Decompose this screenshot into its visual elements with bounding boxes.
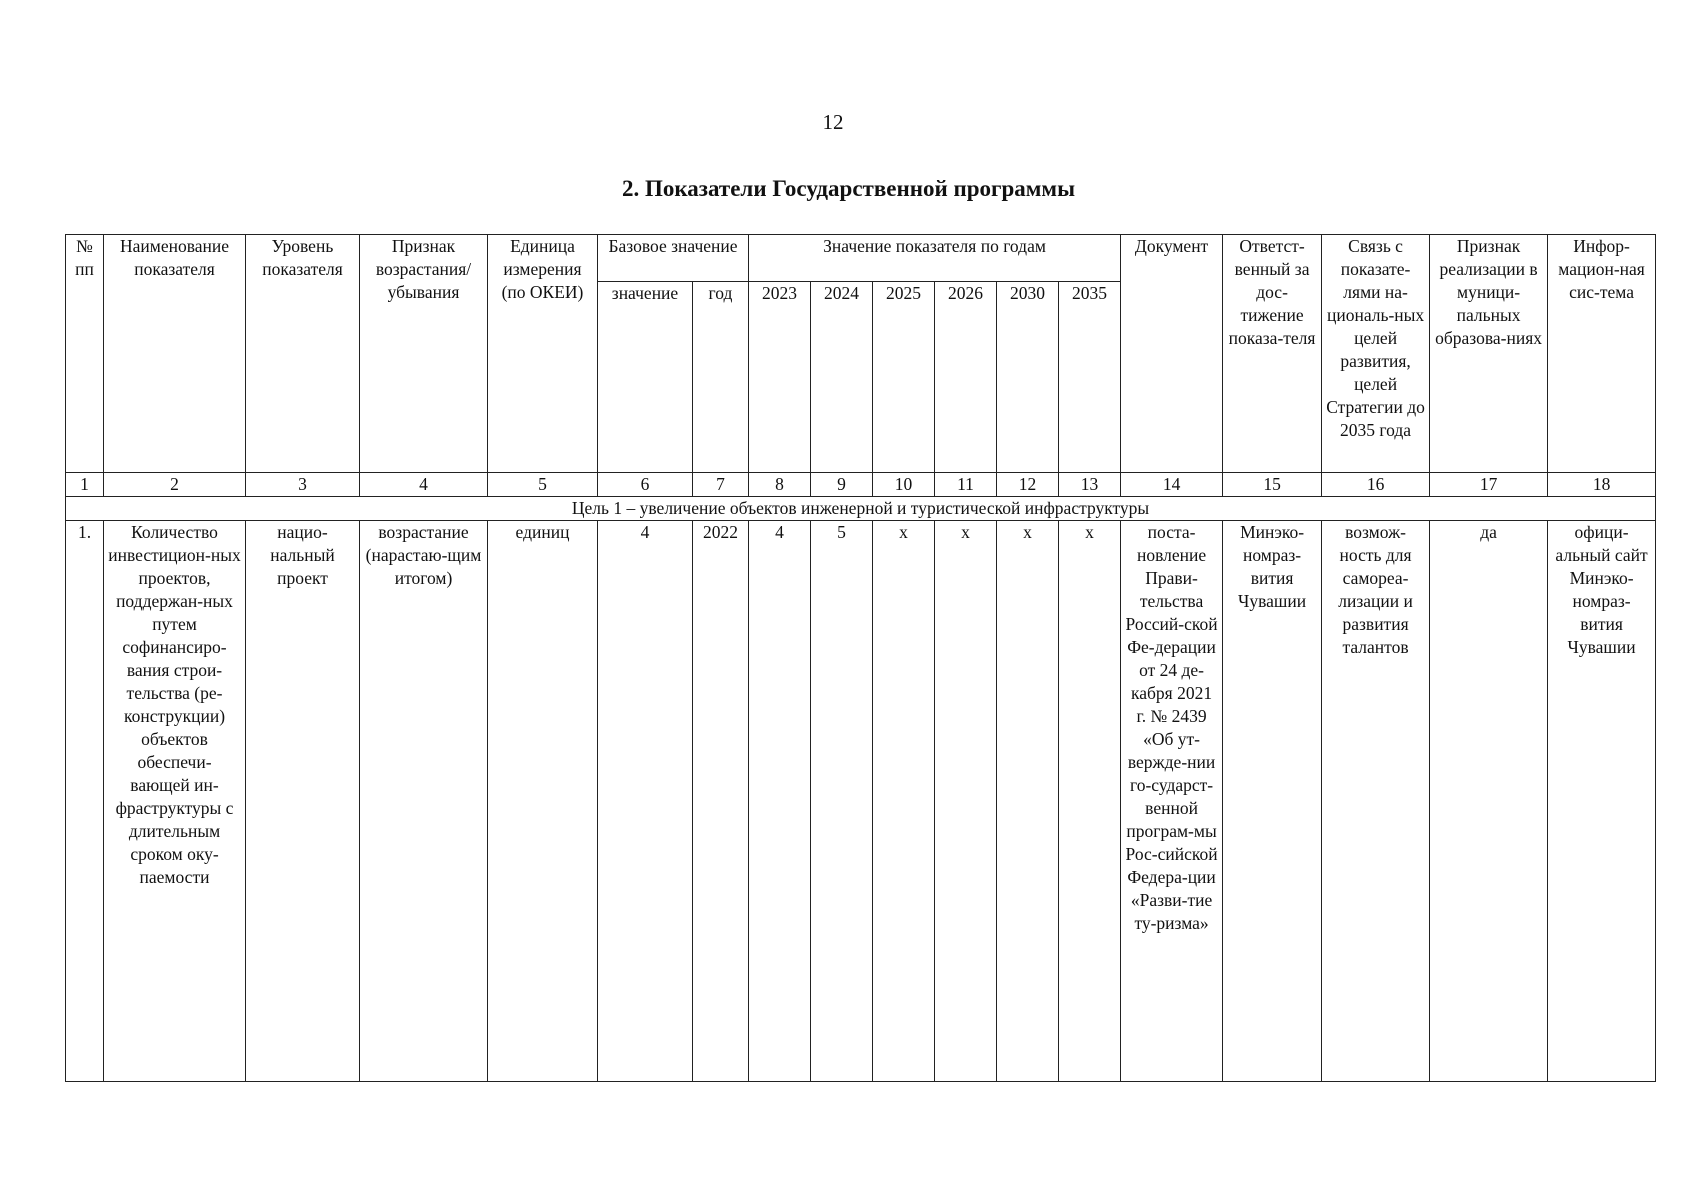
- header-year-2035: 2035: [1059, 282, 1121, 473]
- page-number: 12: [822, 110, 844, 134]
- row-value-2025: х: [873, 521, 935, 1082]
- header-trend: Признак возрастания/ убывания: [360, 235, 488, 473]
- header-year-2026: 2026: [935, 282, 997, 473]
- header-unit: Единица измерения (по ОКЕИ): [488, 235, 598, 473]
- column-number: 11: [935, 473, 997, 497]
- header-values-by-year: Значение показателя по годам: [749, 235, 1121, 282]
- header-level: Уровень показателя: [246, 235, 360, 473]
- row-municipal: да: [1430, 521, 1548, 1082]
- row-responsible: Минэко-номраз-вития Чувашии: [1223, 521, 1322, 1082]
- column-number: 9: [811, 473, 873, 497]
- indicators-table: [65, 234, 1656, 1082]
- row-base-value: 4: [598, 521, 693, 1082]
- header-municipal: Признак реализации в муници-пальных образова-ниях: [1430, 235, 1548, 473]
- row-value-2030: х: [997, 521, 1059, 1082]
- row-value-2035: х: [1059, 521, 1121, 1082]
- header-responsible: Ответст-венный за дос-тижение показа-теля: [1223, 235, 1322, 473]
- header-year-2030: 2030: [997, 282, 1059, 473]
- row-trend: возрастание (нарастаю-щим итогом): [360, 521, 488, 1082]
- column-number: 15: [1223, 473, 1322, 497]
- row-base-year: 2022: [693, 521, 749, 1082]
- row-value-2024: 5: [811, 521, 873, 1082]
- row-document: поста-новление Прави-тельства Россий-ской Фе-дерации от 24 де-кабря 2021 г. № 2439 «Об ут-вержде-нии го-сударст-венной програм-мы Рос-сийской Федера-ции «Разви-тие ту-ризма»: [1121, 521, 1223, 1082]
- row-info-system: офици-альный сайт Минэко-номраз-вития Чувашии: [1548, 521, 1656, 1082]
- document-title: 2. Показатели Государственной программы: [621, 176, 1076, 201]
- header-link: Связь с показате-лями на-циональ-ных целей развития, целей Стратегии до 2035 года: [1322, 235, 1430, 473]
- header-info-system: Инфор-мацион-ная сис-тема: [1548, 235, 1656, 473]
- column-number: 7: [693, 473, 749, 497]
- column-numbers-row: [66, 473, 1656, 497]
- header-year-2025: 2025: [873, 282, 935, 473]
- column-number: 18: [1548, 473, 1656, 497]
- column-number: 6: [598, 473, 693, 497]
- column-number: 17: [1430, 473, 1548, 497]
- table-row: [66, 521, 1656, 1082]
- header-year-2024: 2024: [811, 282, 873, 473]
- column-number: 12: [997, 473, 1059, 497]
- row-unit: единиц: [488, 521, 598, 1082]
- header-num: № пп: [66, 235, 104, 473]
- row-name: Количество инвестицион-ных проектов, поддержан-ных путем софинансиро-вания строи-тельства (ре-конструкции) объектов обеспечи-вающей ин-фраструктуры с длительным сроком оку-паемости: [104, 521, 246, 1082]
- column-number: 2: [104, 473, 246, 497]
- column-number: 5: [488, 473, 598, 497]
- header-year-2023: 2023: [749, 282, 811, 473]
- table-header-row: [66, 235, 1656, 282]
- column-number: 1: [66, 473, 104, 497]
- column-number: 16: [1322, 473, 1430, 497]
- header-base-year: год: [693, 282, 749, 473]
- row-link: возмож-ность для самореа-лизации и развития талантов: [1322, 521, 1430, 1082]
- column-number: 10: [873, 473, 935, 497]
- column-number: 8: [749, 473, 811, 497]
- row-value-2023: 4: [749, 521, 811, 1082]
- goal-row: [66, 497, 1656, 521]
- goal-label: Цель 1 – увеличение объектов инженерной и туристической инфраструктуры: [66, 497, 1656, 521]
- column-number: 3: [246, 473, 360, 497]
- column-number: 14: [1121, 473, 1223, 497]
- header-base: Базовое значение: [598, 235, 749, 282]
- header-base-value: значение: [598, 282, 693, 473]
- row-level: нацио-нальный проект: [246, 521, 360, 1082]
- row-num: 1.: [66, 521, 104, 1082]
- header-name: Наименование показателя: [104, 235, 246, 473]
- column-number: 13: [1059, 473, 1121, 497]
- header-document: Документ: [1121, 235, 1223, 473]
- row-value-2026: х: [935, 521, 997, 1082]
- column-number: 4: [360, 473, 488, 497]
